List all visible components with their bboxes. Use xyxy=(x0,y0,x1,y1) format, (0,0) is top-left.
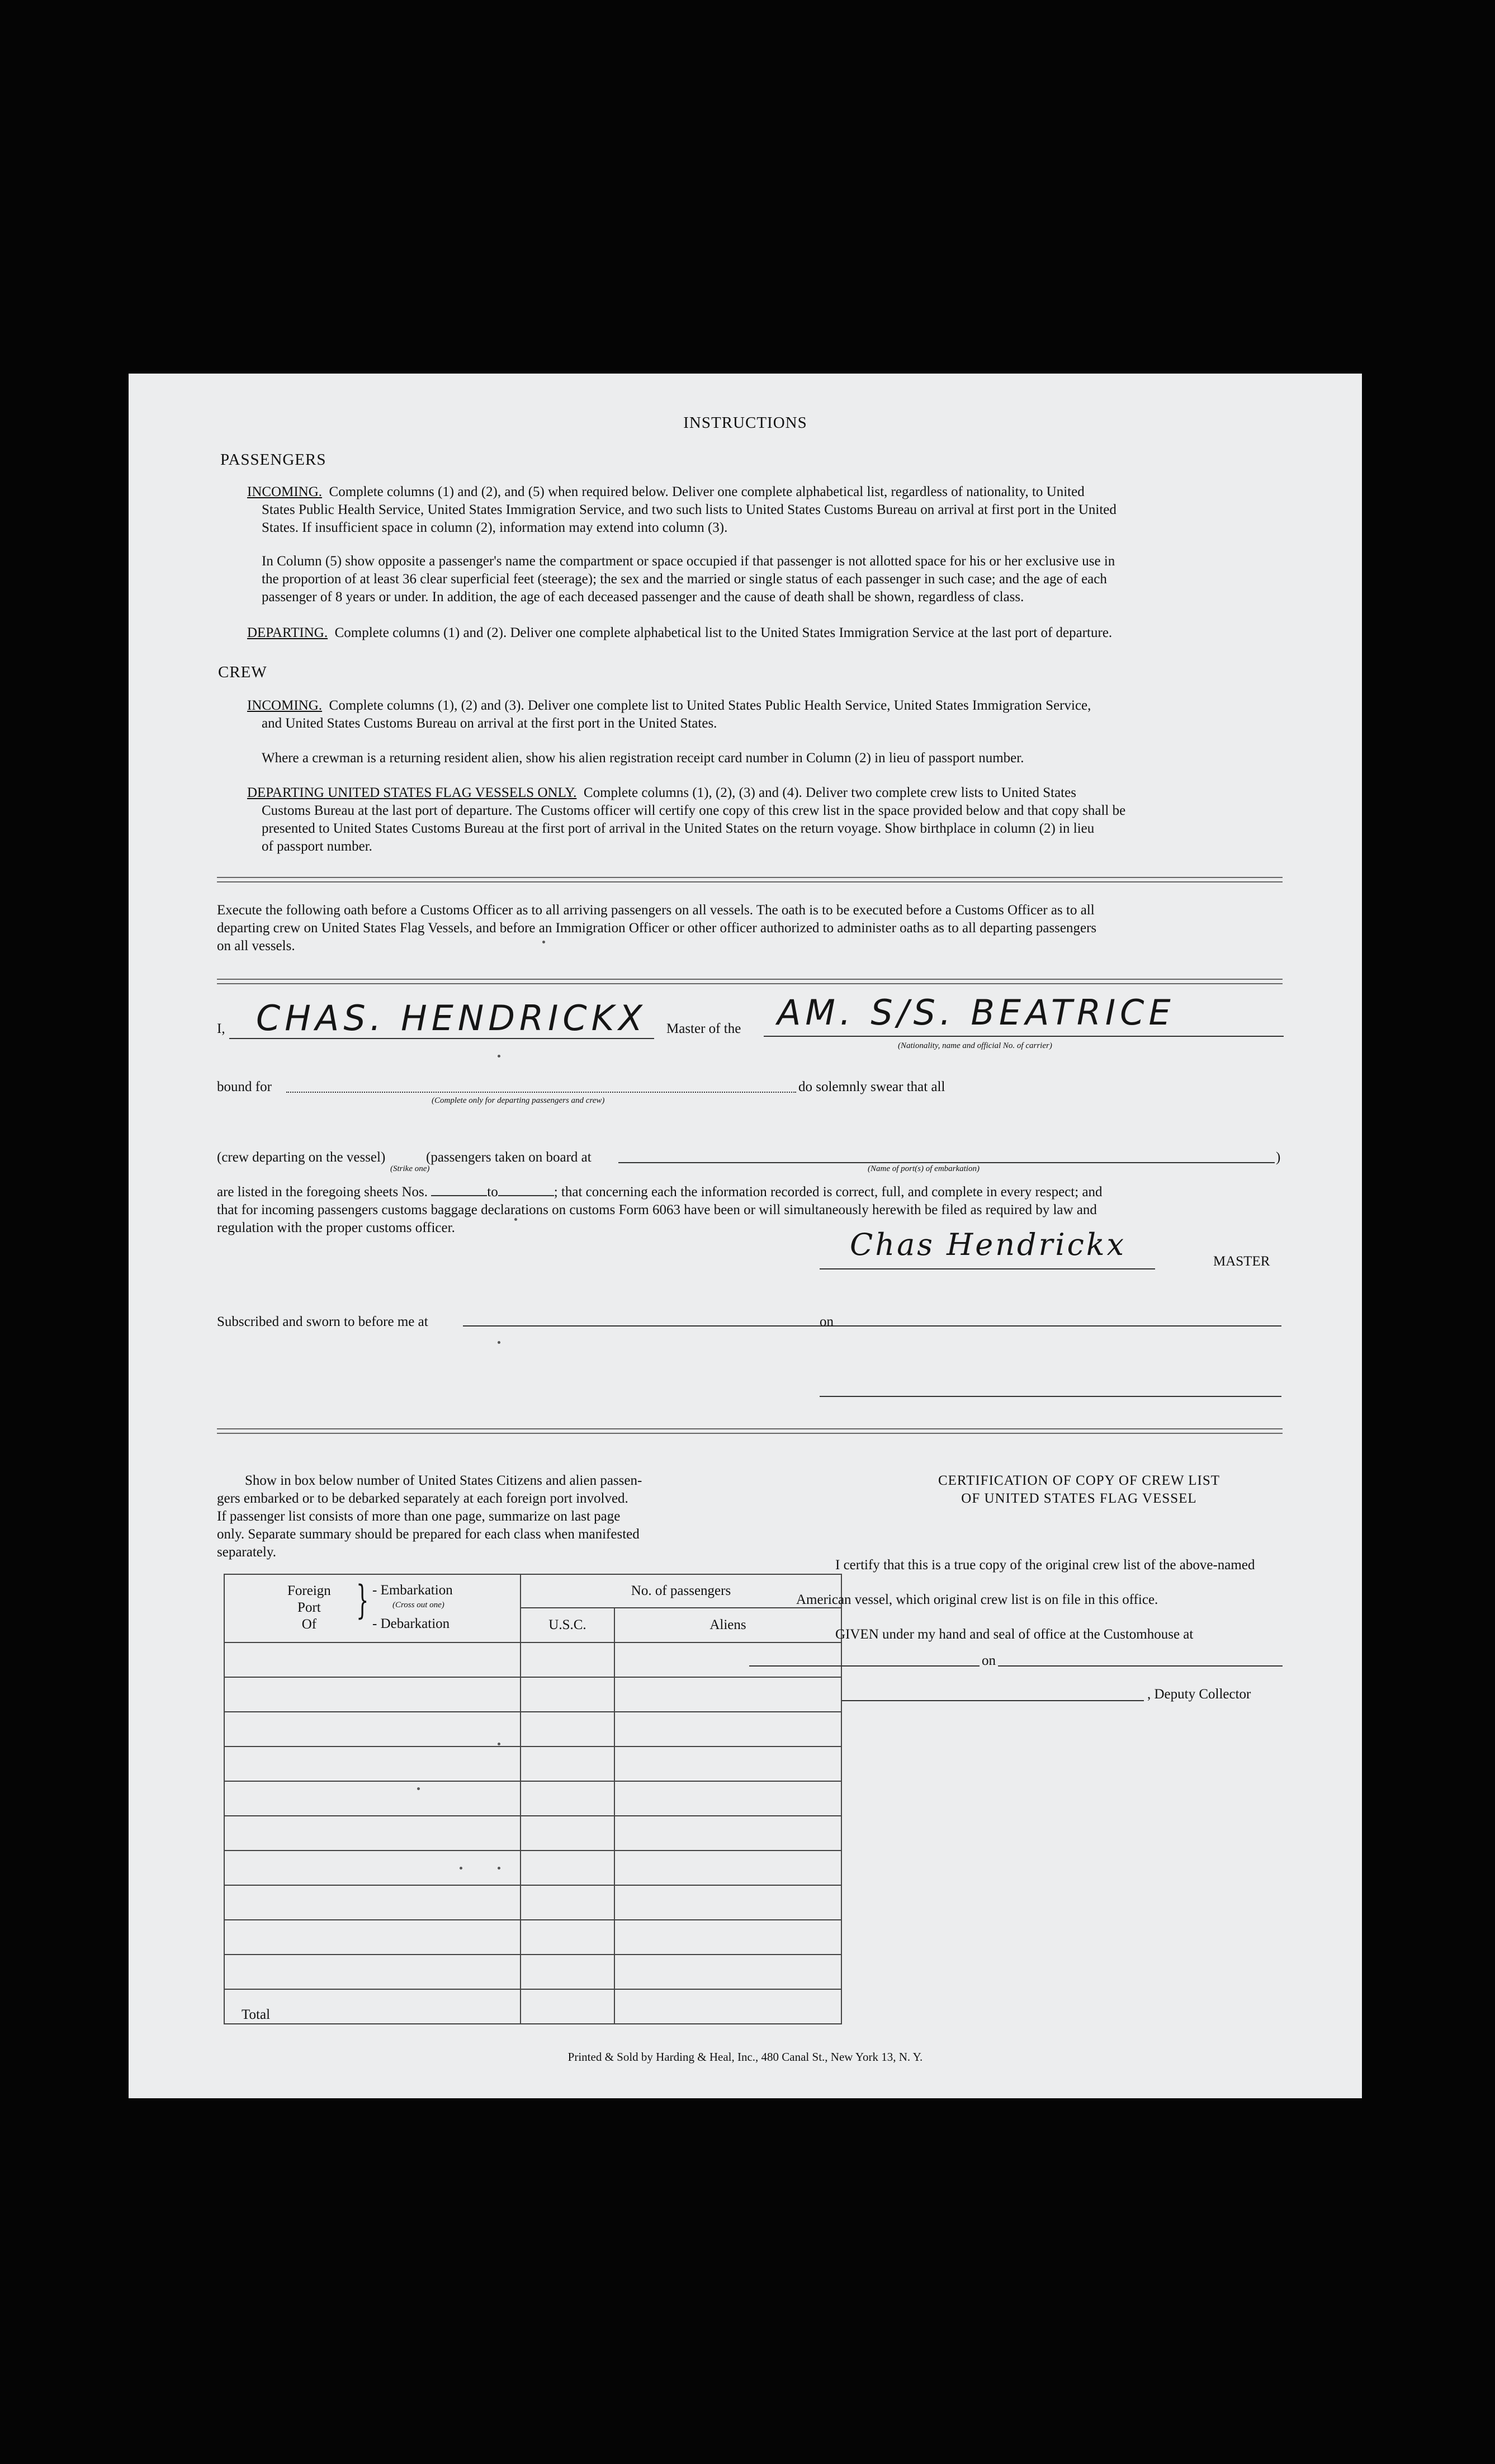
deputy-collector-label: , Deputy Collector xyxy=(1147,1687,1251,1702)
column5-block xyxy=(262,553,1293,606)
aliens-cell[interactable] xyxy=(614,1920,841,1955)
crew-flag-label: DEPARTING UNITED STATES FLAG VESSELS ONLY. xyxy=(247,785,577,800)
total-row xyxy=(224,1989,841,2024)
scan-speck xyxy=(542,941,545,943)
subscribed-on-label: on xyxy=(820,1314,834,1329)
passengers-incoming-line3: States. If insufficient space in column (2), information may extend into column (3). xyxy=(262,520,728,535)
table-row xyxy=(224,1642,841,1677)
embark-caption: (Name of port(s) of embarkation) xyxy=(868,1164,980,1173)
master-of-label: Master of the xyxy=(666,1021,741,1036)
certification-on-label: on xyxy=(980,1652,998,1670)
divider xyxy=(217,979,1283,984)
brace-icon: } xyxy=(356,1577,369,1623)
port-cell[interactable] xyxy=(224,1642,521,1677)
bound-caption: (Complete only for departing passengers and crew) xyxy=(432,1096,605,1105)
crew-incoming-line1: Complete columns (1), (2) and (3). Deliver one complete list to United States Public Health Service, United States Immigration Service, xyxy=(329,698,1091,713)
aliens-cell[interactable] xyxy=(614,1712,841,1746)
embarkation-port-line xyxy=(618,1162,1275,1163)
certification-line3: GIVEN under my hand and seal of office at the Customhouse at xyxy=(835,1627,1194,1642)
port-cell[interactable] xyxy=(224,1677,521,1712)
cross-out-caption: (Cross out one) xyxy=(392,1601,444,1609)
sheet-to-line xyxy=(498,1195,554,1196)
column5-line1: In Column (5) show opposite a passenger's name the compartment or space occupied if that passenger is not allotted space for his or her exclusive use in xyxy=(262,554,1115,569)
aliens-cell[interactable] xyxy=(614,1677,841,1712)
passengers-taken-option: (passengers taken on board at xyxy=(426,1150,592,1165)
table-row xyxy=(224,1920,841,1955)
usc-cell[interactable] xyxy=(521,1781,614,1816)
usc-cell[interactable] xyxy=(521,1920,614,1955)
certification-line1: I certify that this is a true copy of the original crew list of the above-named xyxy=(835,1557,1255,1573)
port-cell[interactable] xyxy=(224,1781,521,1816)
certification-text xyxy=(796,1548,1255,1652)
total-aliens-cell[interactable] xyxy=(614,1989,841,2024)
aliens-cell[interactable] xyxy=(614,1885,841,1920)
subscribed-label: Subscribed and sworn to before me at xyxy=(217,1314,428,1329)
usc-cell[interactable] xyxy=(521,1677,614,1712)
port-cell[interactable] xyxy=(224,1920,521,1955)
i-label: I, xyxy=(217,1021,225,1036)
close-paren: ) xyxy=(1276,1150,1281,1165)
port-cell[interactable] xyxy=(224,1955,521,1989)
embarkation-label: - Embarkation xyxy=(372,1583,453,1598)
master-name-line xyxy=(229,1038,654,1039)
crew-heading: CREW xyxy=(218,663,267,681)
certification-place-line xyxy=(749,1665,1283,1667)
vessel-caption: (Nationality, name and official No. of carrier) xyxy=(898,1041,1052,1050)
scan-speck xyxy=(417,1787,420,1790)
scan-speck xyxy=(460,1867,462,1870)
column5-line3: passenger of 8 years or under. In addition, the age of each deceased passenger and the cause of death shall be shown, regardless of class. xyxy=(262,589,1024,605)
crew-incoming-block xyxy=(247,697,1293,733)
divider xyxy=(217,877,1283,882)
oath-intro-line3: on all vessels. xyxy=(217,938,295,953)
port-label: Port xyxy=(297,1600,321,1615)
summary-line3: If passenger list consists of more than one page, summarize on last page xyxy=(217,1509,621,1524)
usc-cell[interactable] xyxy=(521,1885,614,1920)
page-title: INSTRUCTIONS xyxy=(683,414,807,432)
aliens-cell[interactable] xyxy=(614,1816,841,1851)
certification-line2: American vessel, which original crew list is on file in this office. xyxy=(796,1592,1158,1607)
table-row xyxy=(224,1955,841,1989)
summary-line4: only. Separate summary should be prepared for each class when manifested xyxy=(217,1527,640,1542)
passengers-incoming-block xyxy=(247,483,1293,537)
aliens-header: Aliens xyxy=(614,1608,841,1642)
listed-text-b: ; that concerning each the information recorded is correct, full, and complete in every respect; and xyxy=(553,1184,1103,1200)
listed-line3: regulation with the proper customs officer. xyxy=(217,1220,455,1235)
usc-cell[interactable] xyxy=(521,1746,614,1781)
certification-title-line1: CERTIFICATION OF COPY OF CREW LIST xyxy=(938,1473,1220,1488)
usc-cell[interactable] xyxy=(521,1851,614,1885)
summary-line5: separately. xyxy=(217,1545,276,1560)
aliens-cell[interactable] xyxy=(614,1955,841,1989)
port-cell[interactable] xyxy=(224,1885,521,1920)
foreign-label: Foreign xyxy=(287,1583,331,1598)
bound-for-line xyxy=(286,1092,796,1093)
table-row xyxy=(224,1851,841,1885)
oath-intro xyxy=(217,901,1283,955)
of-label: Of xyxy=(301,1617,317,1632)
divider xyxy=(217,1428,1283,1434)
crew-incoming-line2: and United States Customs Bureau on arrival at the first port in the United States. xyxy=(262,716,717,731)
master-name-handwritten: CHAS. HENDRICKX xyxy=(256,998,647,1039)
crew-resident-text: Where a crewman is a returning resident alien, show his alien registration receipt card number in Column (2) in lieu of passport number. xyxy=(262,750,1024,766)
usc-cell[interactable] xyxy=(521,1712,614,1746)
scan-speck xyxy=(514,1218,517,1221)
usc-header: U.S.C. xyxy=(521,1608,614,1642)
port-cell[interactable] xyxy=(224,1712,521,1746)
crew-flag-line1: Complete columns (1), (2), (3) and (4). Deliver two complete crew lists to United States xyxy=(583,785,1076,800)
debarkation-label: - Debarkation xyxy=(372,1616,450,1631)
aliens-cell[interactable] xyxy=(614,1746,841,1781)
certification-title-line2: OF UNITED STATES FLAG VESSEL xyxy=(961,1491,1197,1506)
table-row xyxy=(224,1746,841,1781)
oath-intro-line2: departing crew on United States Flag Vessels, and before an Immigration Officer or other officer authorized to administer oaths as to all departing passengers xyxy=(217,921,1097,936)
subscribed-date-line xyxy=(836,1325,1281,1327)
listed-to: to xyxy=(487,1184,498,1200)
aliens-cell[interactable] xyxy=(614,1781,841,1816)
passengers-incoming-label: INCOMING. xyxy=(247,484,323,499)
table-row xyxy=(224,1781,841,1816)
port-cell[interactable] xyxy=(224,1746,521,1781)
foreign-port-label xyxy=(287,1583,331,1633)
port-cell[interactable] xyxy=(224,1816,521,1851)
master-signature: Chas Hendrickx xyxy=(850,1227,1127,1262)
summary-instructions xyxy=(217,1472,865,1561)
swear-label: do solemnly swear that all xyxy=(798,1079,945,1094)
table-row xyxy=(224,1712,841,1746)
vessel-name-handwritten: AM. S/S. BEATRICE xyxy=(777,992,1175,1033)
passengers-departing-label: DEPARTING. xyxy=(247,625,328,640)
table-row xyxy=(224,1677,841,1712)
table-row xyxy=(224,1816,841,1851)
bound-for-label: bound for xyxy=(217,1079,272,1094)
master-label: MASTER xyxy=(1213,1254,1270,1269)
listed-text-a: are listed in the foregoing sheets Nos. xyxy=(217,1184,428,1200)
sheet-from-line xyxy=(431,1195,487,1196)
summary-line2: gers embarked or to be debarked separately at each foreign port involved. xyxy=(217,1491,628,1506)
vessel-line xyxy=(764,1036,1284,1037)
passengers-incoming-line1: Complete columns (1) and (2), and (5) when required below. Deliver one complete alphabetical list, regardless of nationality, to United xyxy=(329,484,1085,499)
total-usc-cell[interactable] xyxy=(521,1989,614,2024)
passengers-incoming-line2: States Public Health Service, United States Immigration Service, and two such lists to United States Customs Bureau on arrival at first port in the United xyxy=(262,502,1116,517)
crew-flag-line3: presented to United States Customs Bureau at the first port of arrival in the United States on the return voyage. Show birthplace in column (2) in lieu xyxy=(262,821,1095,836)
passengers-departing xyxy=(247,624,1112,642)
strike-caption: (Strike one) xyxy=(390,1164,430,1173)
port-cell[interactable] xyxy=(224,1851,521,1885)
no-passengers-header: No. of passengers xyxy=(521,1574,841,1608)
crew-flag-line4: of passport number. xyxy=(262,839,372,854)
printer-footer: Printed & Sold by Harding & Heal, Inc., 480 Canal St., New York 13, N. Y. xyxy=(567,2050,923,2064)
aliens-cell[interactable] xyxy=(614,1851,841,1885)
passengers-heading: PASSENGERS xyxy=(220,451,327,469)
signature-line xyxy=(820,1268,1155,1269)
scan-speck xyxy=(498,1341,500,1344)
crew-flag-line2: Customs Bureau at the last port of departure. The Customs officer will certify one copy of this crew list in the space provided below and that copy shall be xyxy=(262,803,1126,818)
scan-speck xyxy=(498,1867,500,1870)
scan-speck xyxy=(498,1055,500,1058)
summary-line1: Show in box below number of United States Citizens and alien passen- xyxy=(245,1473,642,1488)
usc-cell[interactable] xyxy=(521,1955,614,1989)
listed-line2: that for incoming passengers customs baggage declarations on customs Form 6063 have been or will simultaneously herewith be filed as required by law and xyxy=(217,1202,1097,1217)
passenger-summary-table xyxy=(224,1574,842,2024)
column5-line2: the proportion of at least 36 clear superficial feet (steerage); the sex and the married or single status of each passenger in such case; and the age of each xyxy=(262,572,1107,587)
foreign-port-header xyxy=(224,1574,521,1642)
crew-flag-block xyxy=(247,784,1293,856)
usc-cell[interactable] xyxy=(521,1642,614,1677)
table-row xyxy=(224,1885,841,1920)
crew-departing-option: (crew departing on the vessel) xyxy=(217,1150,386,1165)
oath-intro-line1: Execute the following oath before a Customs Officer as to all arriving passengers on all vessels. The oath is to be executed before a Customs Officer as to all xyxy=(217,903,1095,918)
form-page xyxy=(129,374,1362,2098)
total-label: Total xyxy=(224,1989,521,2024)
crew-incoming-label: INCOMING. xyxy=(247,698,323,713)
certification-title xyxy=(855,1472,1303,1508)
deputy-signature-line xyxy=(842,1700,1144,1701)
usc-cell[interactable] xyxy=(521,1816,614,1851)
passengers-departing-text: Complete columns (1) and (2). Deliver one complete alphabetical list to the United States Immigration Service at the last port of departure. xyxy=(334,625,1113,640)
scan-speck xyxy=(498,1743,500,1745)
officer-signature-line xyxy=(820,1396,1281,1397)
